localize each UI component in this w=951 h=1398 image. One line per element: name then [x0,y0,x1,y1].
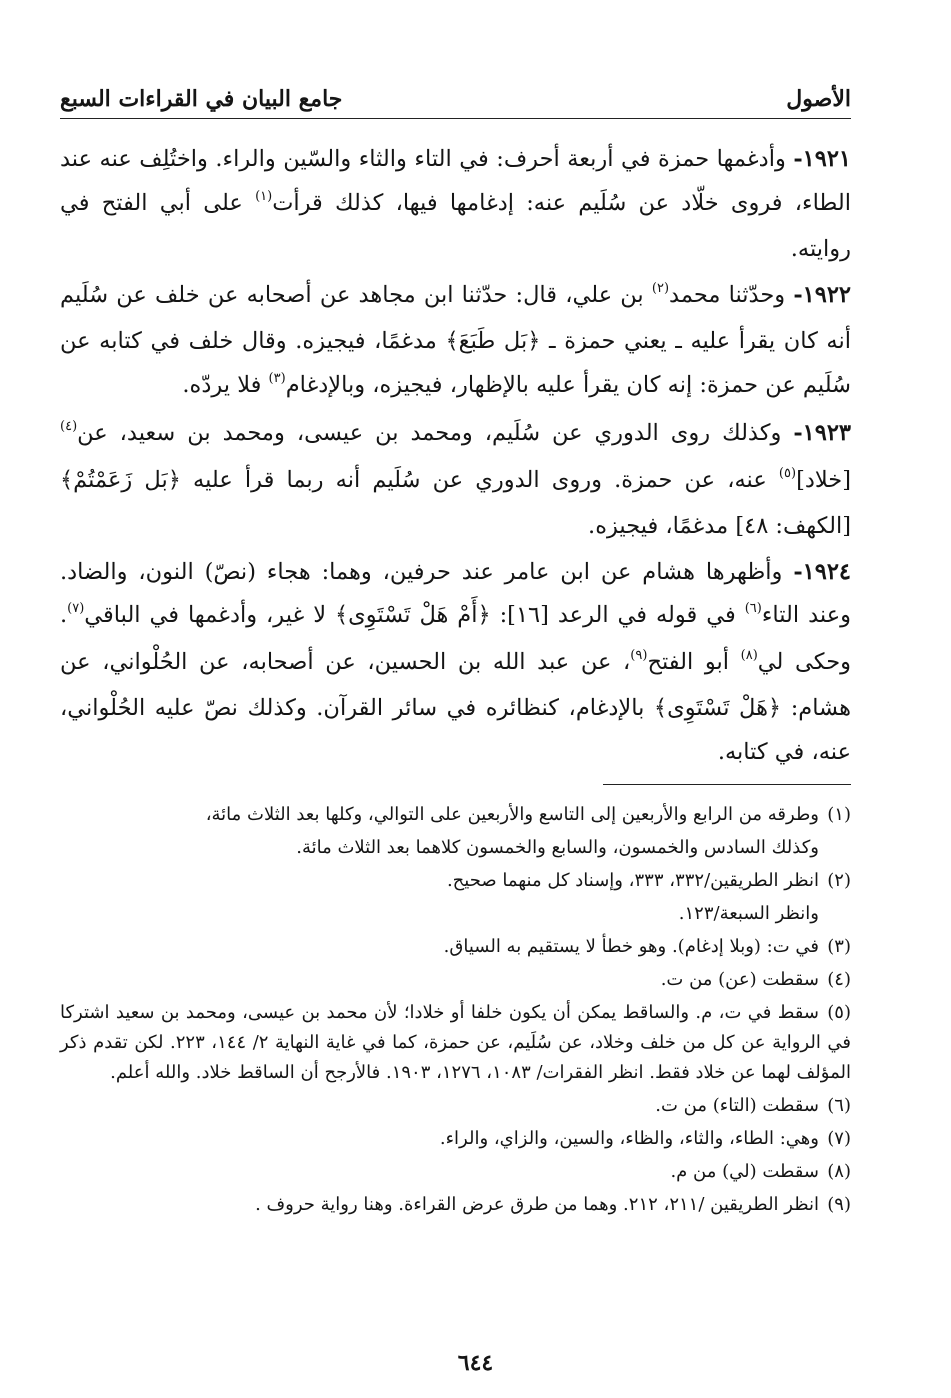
footnote-number: (١) [827,804,851,825]
paragraph-text: وأدغمها حمزة في أربعة أحرف: في التاء والثاء والسّين والراء. واختُلِف عنه عند الطاء، فروى خلّاد عن سُلَيم عنه: إدغامها فيها، كذلك قرأت [60,146,851,216]
footnote-2-continued [60,899,851,929]
footnote-text: انظر الطريقين /٢١١، ٢١٢. وهما من طرق عرض القراءة. وهنا رواية حروف . [255,1194,819,1215]
paragraph-text: وأظهرها هشام عن ابن عامر عند حرفين، وهما: هجاء (نصّ) النون، والضاد. وعند التاء [60,558,851,628]
footnote-text: وانظر السبعة/١٢٣. [678,903,819,924]
paragraph-text: بن علي، قال: حدّثنا ابن مجاهد عن أصحابه عن خلف عن سُلَيم أنه كان يقرأ عليه ـ يعني حمزة ـ ﴿بَل طَبَعَ﴾ مدغمًا، فيجيزه. وقال خلف في كتابه عن سُلَيم عن حمزة: إنه كان يقرأ عليه بالإظهار، فيجيزه، وبالإدغام [60,281,851,398]
main-text [60,138,851,776]
paragraph-text: على أبي الفتح في روايته. [60,189,851,262]
footnote-text: وكذلك السادس والخمسون، والسابع والخمسون كلاهما بعد الثلاث مائة. [296,837,819,858]
footnote-2 [60,866,851,896]
footnote-number: (٩) [827,1194,851,1215]
footnote-ref: (٤) [60,419,78,434]
footnote-9 [60,1190,851,1220]
footnote-number: (٤) [827,969,851,990]
footnote-text: في ت: (وبلا إدغام). وهو خطأ لا يستقيم به السياق. [443,936,819,957]
running-header [60,80,851,118]
footnote-ref: (١) [255,188,273,204]
paragraph-number: ١٩٢١- [793,146,852,172]
footnote-number: (٦) [827,1095,851,1116]
footnote-6 [60,1091,851,1121]
paragraph-1922 [60,274,851,411]
paragraph-text: ، عن عبد الله بن الحسين، عن أصحابه، عن الحُلْواني، عن هشام: ﴿هَلْ تَسْتَوِى﴾ بالإدغام، كنظائره في سائر القرآن. وكذلك نصّ عليه الحُلْواني، عنه، في كتابه. [60,648,851,765]
footnote-text: سقطت (عن) من ت. [660,969,819,990]
paragraph-number: ١٩٢٣- [793,420,851,446]
paragraph-number: ١٩٢٢- [793,281,852,308]
footnote-text: سقطت (التاء) من ت. [655,1095,819,1116]
footnote-3 [60,932,851,962]
footnote-text: سقط في ت، م. والساقط يمكن أن يكون خلفا أو خلادا؛ لأن محمد بن عيسى، ومحمد بن سعيد اشتركا في الرواية عن كل من خلف وخلاد، عن سُلَيم، عن حمزة، كما في غاية النهاية ٢/ ١٤٤، ٢٢٣. لكن تقدم ذكر المؤلف لهما عن خلاد فقط. انظر الفقرات/ ١٠٨٣، ١٢٧٦، ١٩٠٣. فالأرجح أن الساقط خلاد. والله أعلم. [60,1002,852,1083]
footnote-ref: (٩) [630,647,648,663]
paragraph-text: فلا يردّه. [182,371,262,398]
footnote-1 [60,800,851,830]
footnote-number: (٢) [827,870,851,891]
footnote-number: (٧) [827,1128,851,1149]
footnote-1-continued [60,833,851,863]
footnote-text: انظر الطريقين/٣٣٢، ٣٣٣، وإسناد كل منهما صحيح. [446,870,819,891]
paragraph-text: في قوله في الرعد [١٦]: ﴿أَمْ هَلْ تَسْتَوِى﴾ لا غير، وأدغمها في الباقي [84,602,736,628]
footnote-ref: (٥) [778,465,797,481]
paragraph-text: [خلاد] [796,466,851,493]
footnote-8 [60,1157,851,1187]
footnote-5 [60,998,851,1088]
paragraph-text: عنه، عن حمزة. وروى الدوري عن سُلَيم أنه ربما قرأ عليه ﴿بَل زَعَمْتُمْ﴾ [الكهف: ٤٨] مدغمًا، فيجيزه. [60,466,851,539]
footnote-number: (٥) [827,1002,851,1023]
footnote-ref: (٣) [268,370,286,386]
header-divider [60,118,851,119]
paragraph-text: وحدّثنا محمد [669,281,786,308]
footnotes [60,800,851,1223]
footnote-text: وهي: الطاء، والثاء، والظاء، والسين، والزاي، والراء. [439,1128,819,1149]
book-title: جامع البيان في القراءات السبع [60,86,343,112]
footnote-separator [603,784,851,785]
footnote-text: سقطت (لي) من م. [670,1161,819,1182]
footnote-number: (٨) [827,1161,851,1182]
paragraph-text: . وحكى لي [60,602,851,675]
paragraph-1924 [60,551,851,775]
paragraph-1921 [60,138,851,272]
footnote-4 [60,965,851,995]
footnote-ref: (٦) [744,601,762,616]
paragraph-text: أبو الفتح [647,648,730,675]
footnote-text: وطرقه من الرابع والأربعين إلى التاسع والأربعين على التوالي، وكلها بعد الثلاث مائة، [205,804,819,825]
footnote-7 [60,1124,851,1154]
paragraph-text: وكذلك روى الدوري عن سُلَيم، ومحمد بن عيسى، ومحمد بن سعيد، عن [77,420,782,446]
footnote-ref: (٨) [740,647,758,663]
paragraph-number: ١٩٢٤- [793,558,851,585]
footnote-ref: (٢) [651,280,670,296]
page-number: ٦٤٤ [457,1350,494,1376]
section-title: الأصول [786,86,851,112]
paragraph-1923 [60,412,851,549]
footnote-ref: (٧) [67,601,85,616]
footnote-number: (٣) [827,936,851,957]
